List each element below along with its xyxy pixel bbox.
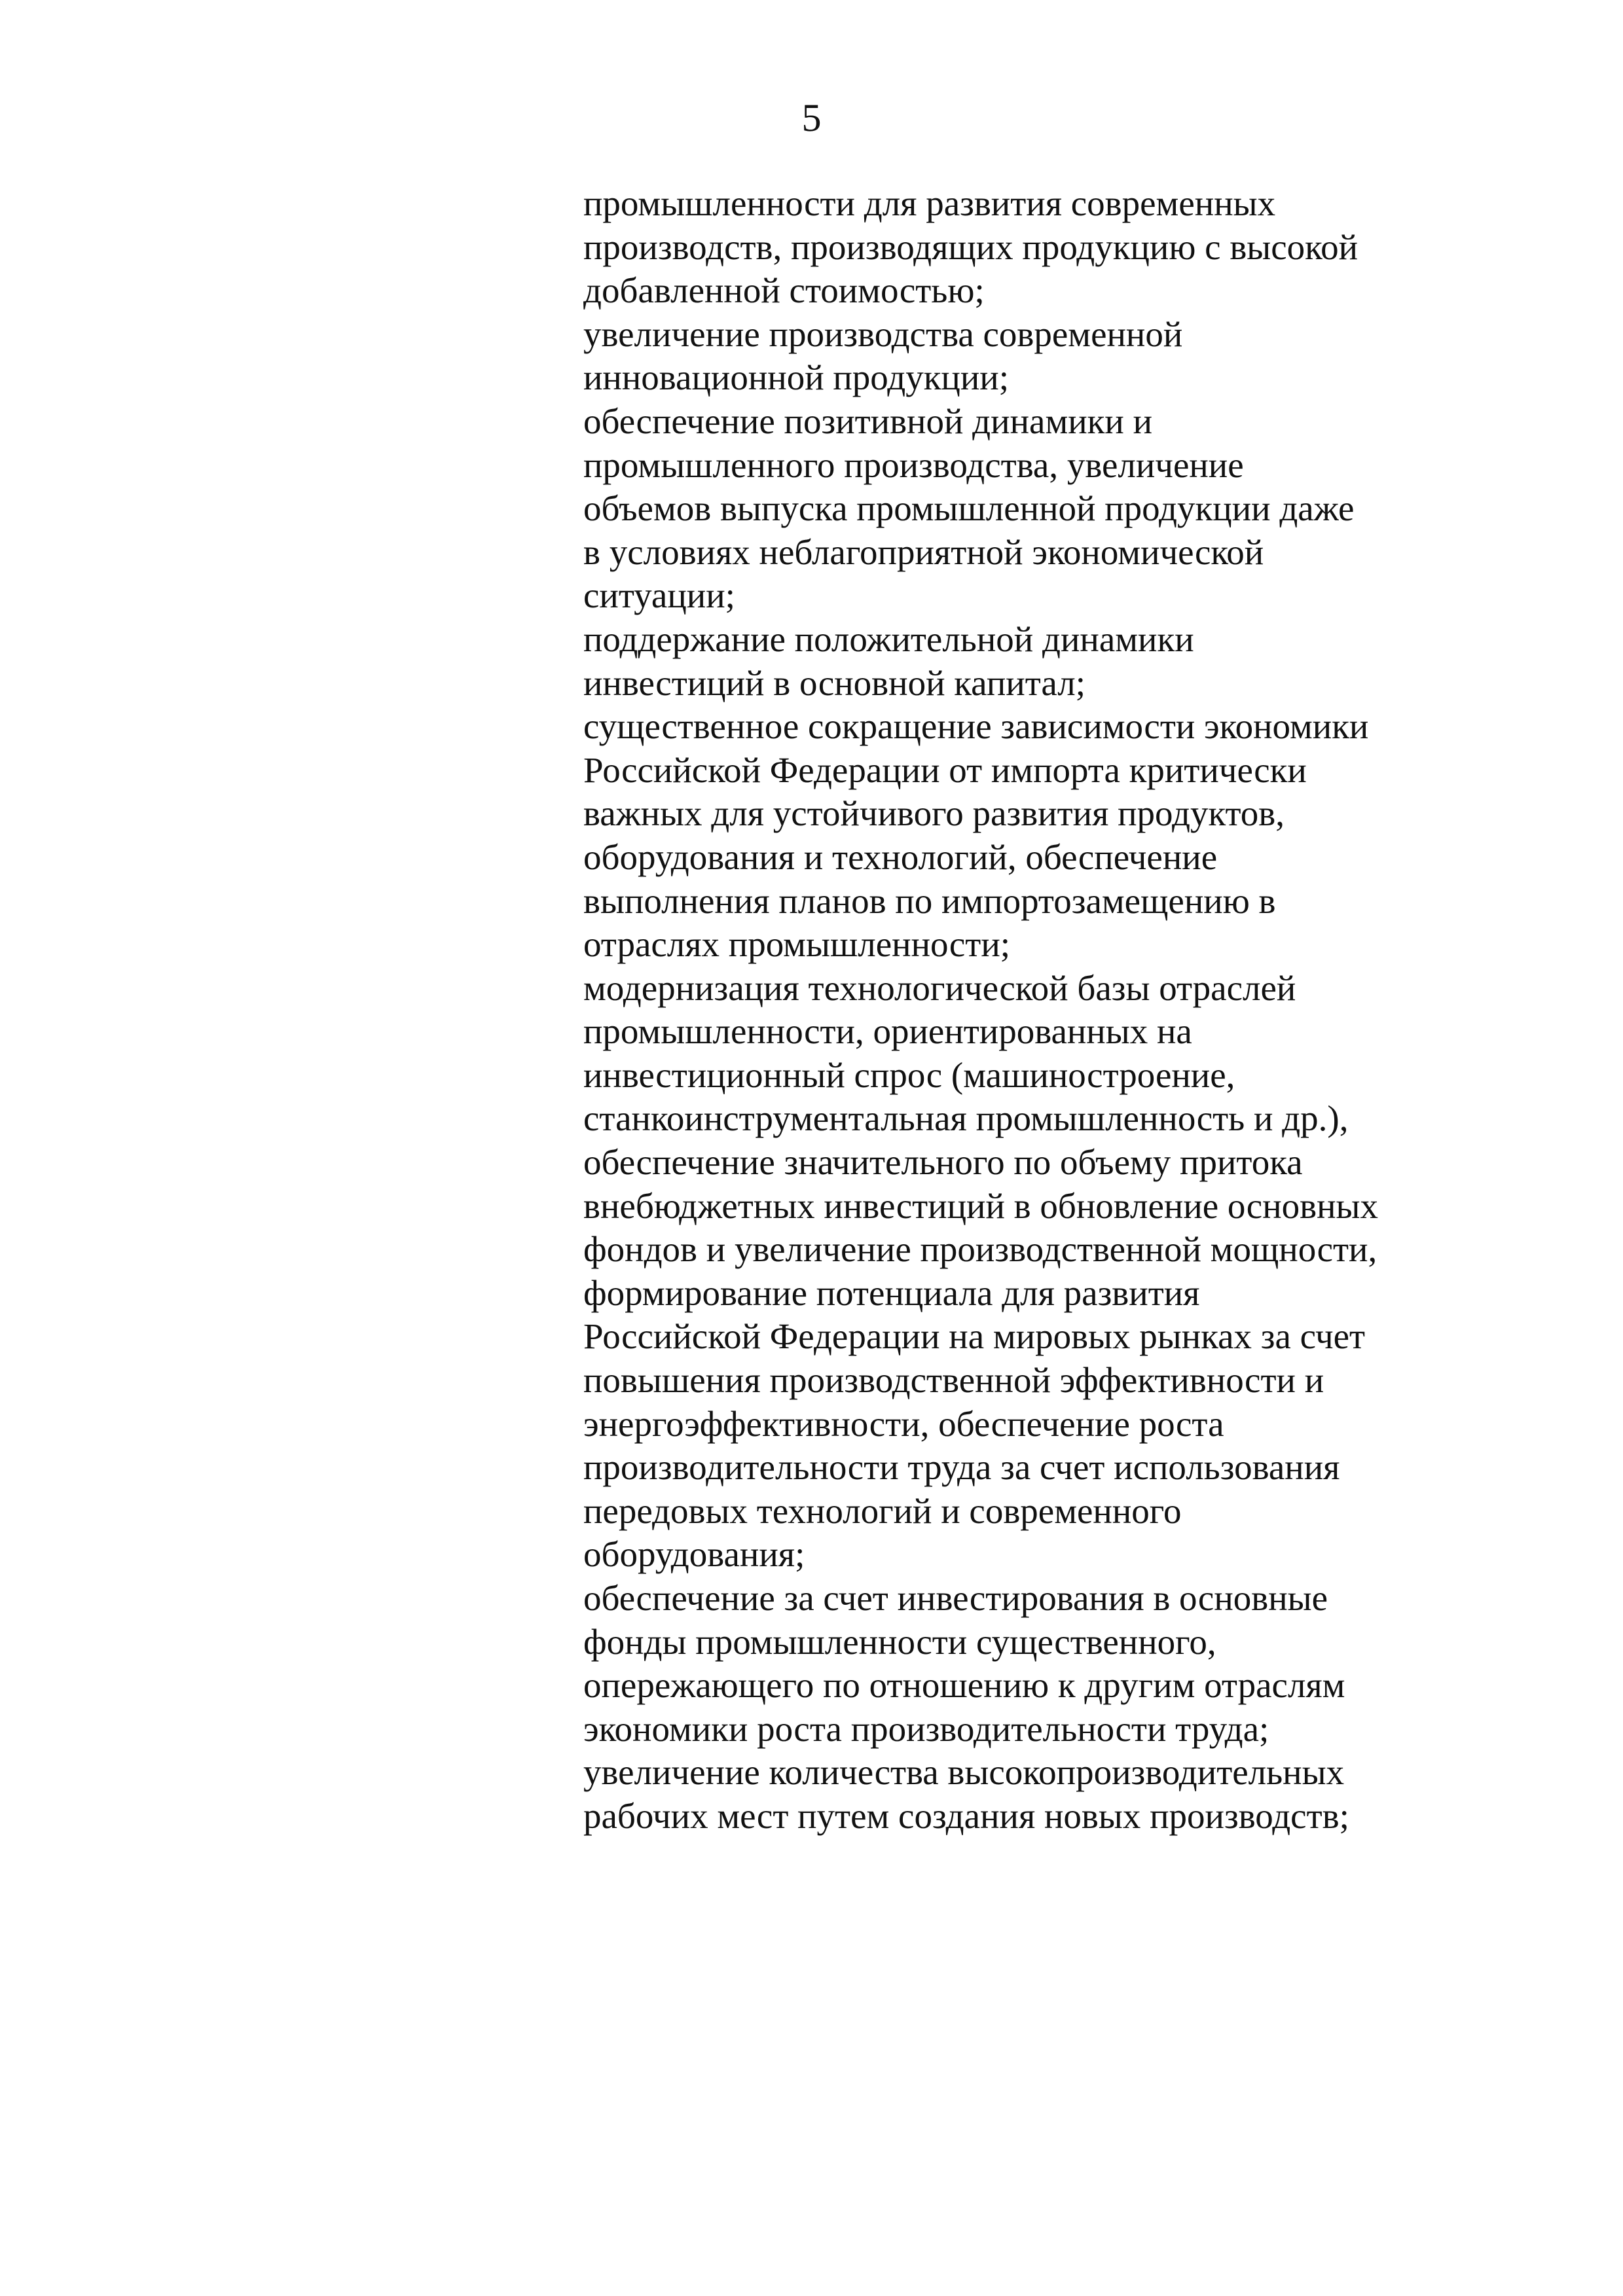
text-line: производительности труда за счет использования — [583, 1447, 1340, 1488]
text-line: обеспечение за счет инвестирования в основные — [583, 1578, 1328, 1618]
text-line: модернизация технологической базы отраслей — [583, 967, 1296, 1008]
text-line: объемов выпуска промышленной продукции даже — [583, 488, 1355, 529]
text-line: промышленности, ориентированных на — [583, 1011, 1192, 1052]
text-line: передовых технологий и современного — [583, 1490, 1182, 1531]
text-line: экономики роста производительности труда; — [583, 1708, 1269, 1749]
text-line: оборудования; — [583, 1534, 805, 1575]
text-line: опережающего по отношению к другим отраслям — [583, 1665, 1345, 1706]
text-line: обеспечение значительного по объему притока — [583, 1142, 1303, 1183]
text-line: Российской Федерации на мировых рынках за счет — [583, 1316, 1366, 1357]
text-line: отраслях промышленности; — [583, 924, 1011, 965]
text-line: оборудования и технологий, обеспечение — [583, 836, 1218, 877]
text-line: энергоэффективности, обеспечение роста — [583, 1403, 1224, 1444]
text-line: фонды промышленности существенного, — [583, 1621, 1216, 1662]
text-line: увеличение производства современной — [583, 314, 1183, 354]
text-line: станкоинструментальная промышленность и др.), — [583, 1098, 1349, 1139]
text-line: в условиях неблагоприятной экономической — [583, 531, 1264, 572]
text-line: внебюджетных инвестиций в обновление основных — [583, 1185, 1379, 1226]
text-line: инновационной продукции; — [583, 357, 1010, 398]
text-line: ситуации; — [583, 575, 735, 616]
text-line: повышения производственной эффективности и — [583, 1360, 1324, 1401]
text-line: существенное сокращение зависимости экономики — [583, 706, 1369, 747]
text-line: формирование потенциала для развития — [583, 1272, 1200, 1313]
text-line: важных для устойчивого развития продуктов, — [583, 793, 1285, 834]
text-line: производств, производящих продукцию с высокой — [583, 226, 1359, 267]
text-line: Российской Федерации от импорта критически — [583, 749, 1307, 790]
text-line: обеспечение позитивной динамики и — [583, 401, 1153, 441]
page-number: 5 — [801, 96, 822, 139]
text-line: выполнения планов по импортозамещению в — [583, 880, 1276, 921]
text-line: добавленной стоимостью; — [583, 270, 985, 311]
text-line: рабочих мест путем создания новых производств; — [583, 1795, 1349, 1836]
text-line: промышленного производства, увеличение — [583, 444, 1244, 485]
text-line: промышленности для развития современных — [583, 183, 1276, 223]
body-text — [583, 182, 1500, 1839]
text-line: фондов и увеличение производственной мощности, — [583, 1229, 1377, 1270]
text-line: увеличение количества высокопроизводительных — [583, 1752, 1345, 1793]
text-line: инвестиций в основной капитал; — [583, 662, 1086, 703]
text-line: поддержание положительной динамики — [583, 619, 1194, 659]
text-line: инвестиционный спрос (машиностроение, — [583, 1054, 1235, 1095]
